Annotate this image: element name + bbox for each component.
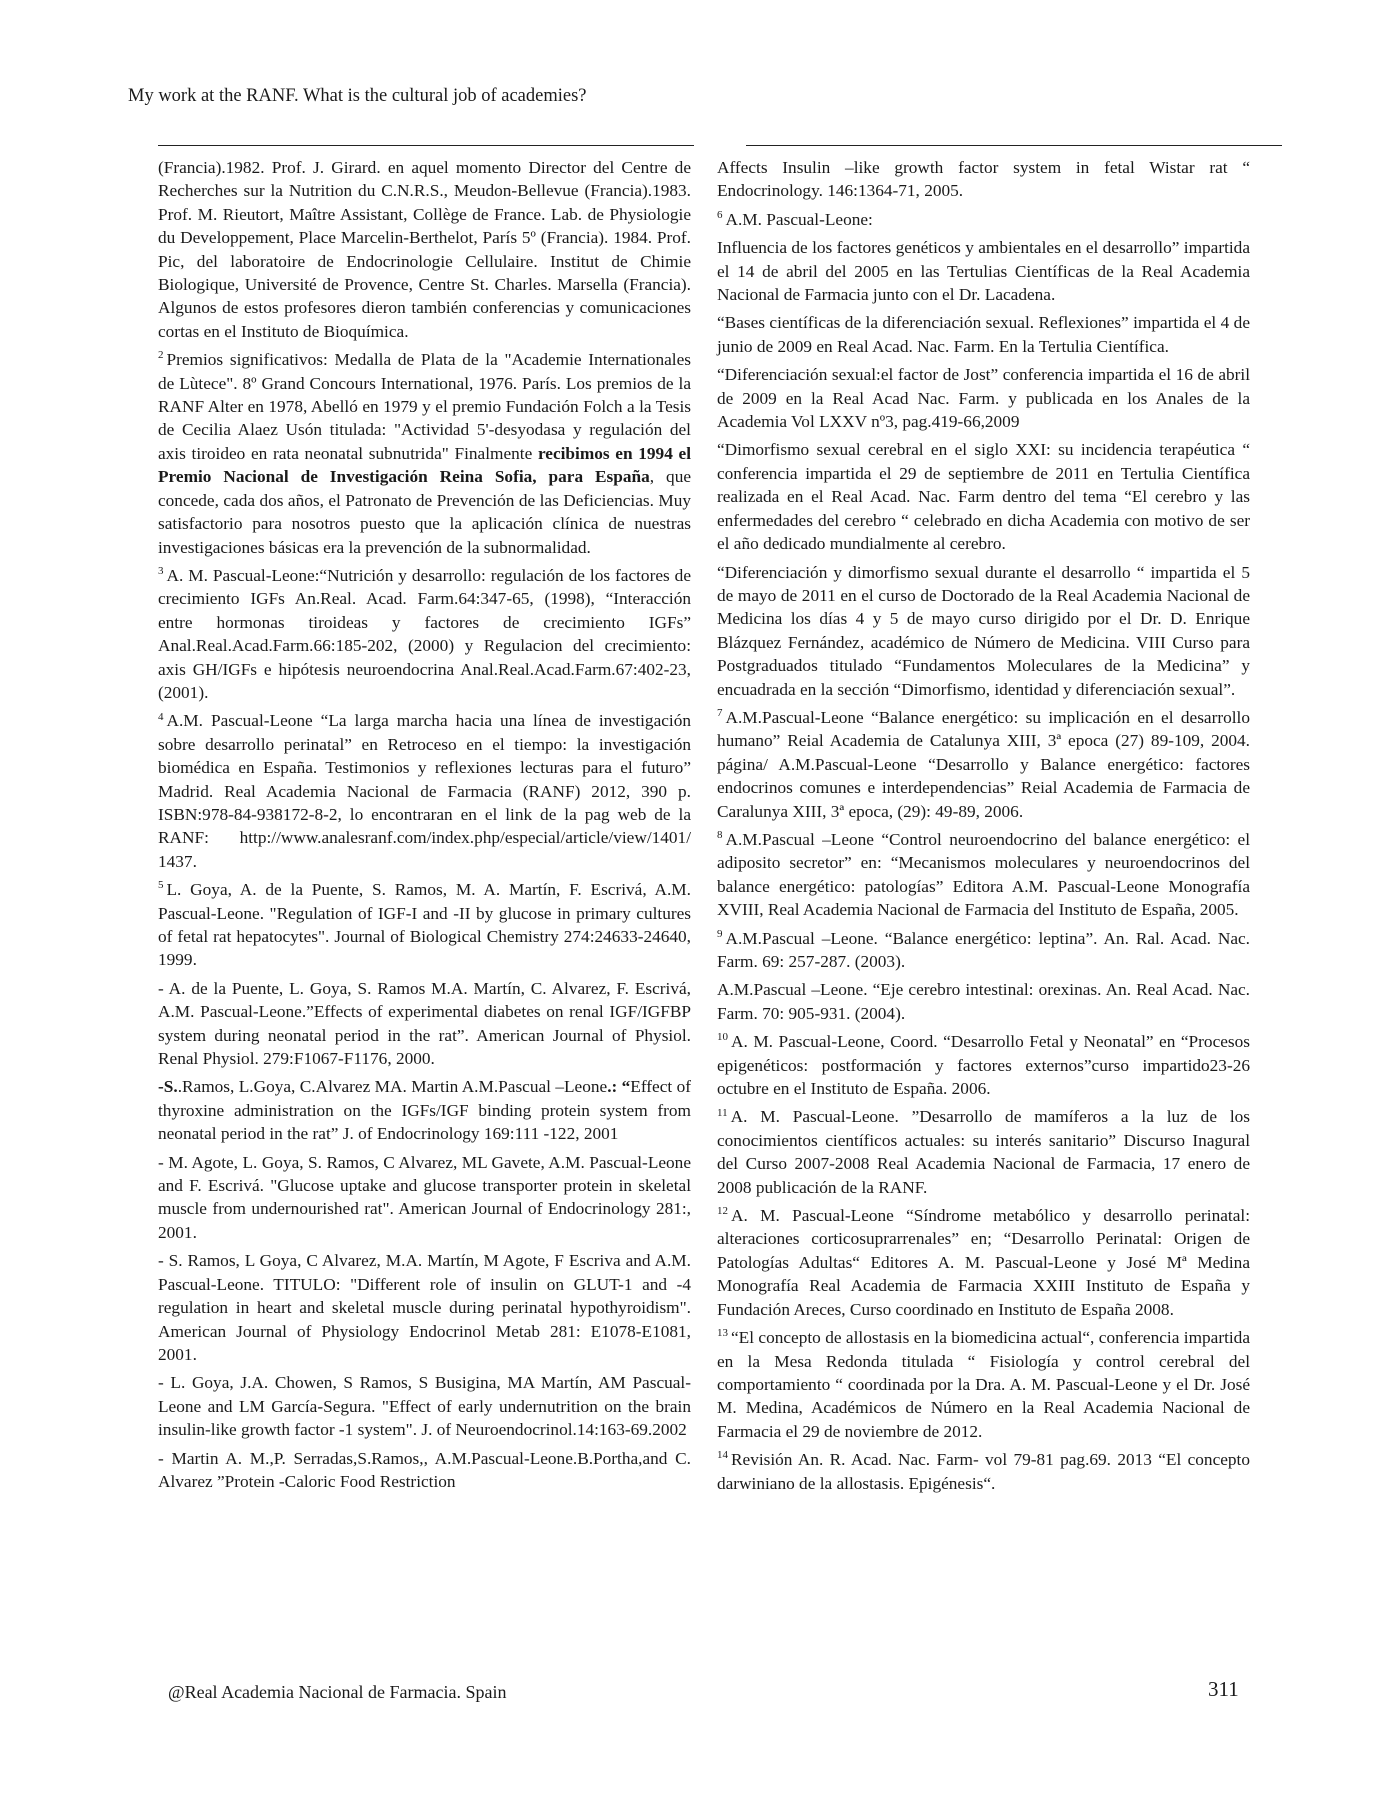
lecture-entry: “Diferenciación y dimorfismo sexual durante el desarrollo “ impartida el 5 de mayo de 2011 en el curso de Doctorado de la Real Academia Nacional de Medicina los días 4 y 5 de mayo curso dirigido por el Dr. D. Enrique Blázquez Fernández, académico de Número de Medicina. VIII Curso para Postgraduados titulado “Fundamentos Moleculares de la Medicina” y encuadrada en la sección “Dimorfismo, identidad y diferenciación sexual”. <box>717 562 1250 699</box>
lecture-entry: “Bases científicas de la diferenciación sexual. Reflexiones” impartida el 4 de junio de 2009 en Real Acad. Nac. Farm. En la Tertulia Científica. <box>717 313 1250 356</box>
footnote-marker: 9 <box>717 927 723 940</box>
footnote-12: $^{12}$ A. M. Pascual-Leone “Síndrome metabólico y desarrollo perinatal: alteraciones corticosuprarrenales” en; “Desarrollo Perinatal: Origen de Patologías Adultas“ Editores A. M. Pascual-Leone y José Mª Medina Monografía Real Academia de Farmacia XXIII Instituto de España y Fundación Areces, Curso coordinado en Instituto de España 2008. <box>717 1205 1250 1319</box>
footnote-7: $^7$ A.M.Pascual-Leone “Balance energético: su implicación en el desarrollo humano” Reial Academia de Catalunya XIII, 3ª epoca (27) 89-109, 2004. página/ A.M.Pascual-Leone “Desarrollo y Balance energético: factores endocrinos comunes e interdependencias” Reial Academia de Farmacia de Caralunya XIII, 3ª epoca, (29): 49-89, 2006. <box>717 707 1250 821</box>
reference-entry: - Martin A. M.,P. Serradas,S.Ramos,, A.M.Pascual-Leone.B.Portha,and C. Alvarez ”Protein -Caloric Food Restriction <box>158 1448 691 1491</box>
reference-entry: A.M.Pascual –Leone. “Eje cerebro intestinal: orexinas. An. Real Acad. Nac. Farm. 70: 905-931. (2004). <box>717 980 1250 1023</box>
footnote-marker: 11 <box>717 1106 728 1119</box>
reference-entry: - L. Goya, J.A. Chowen, S Ramos, S Busigina, MA Martín, AM Pascual-Leone and LM García-Segura. "Effect of early undernutrition on the brain insulin-like growth factor -1 system". J. of Neuroendocrinol.14:163-69.2002 <box>158 1373 691 1440</box>
footnote-5: $^5$ L. Goya, A. de la Puente, S. Ramos, M. A. Martín, F. Escrivá, A.M. Pascual-Leone. "Regulation of IGF-I and -II by glucose in primary cultures of fetal rat hepatocytes". Journal of Biological Chemistry 274:24633-24640, 1999. <box>158 879 691 970</box>
footnote-marker: 8 <box>717 829 723 842</box>
footnote-marker: 6 <box>717 209 723 222</box>
lecture-entry: Influencia de los factores genéticos y ambientales en el desarrollo” impartida el 14 de abril del 2005 en las Tertulias Científicas de la Real Academia Nacional de Farmacia junto con el Dr. Lacadena. <box>717 238 1250 305</box>
footnote-11: $^{11}$ A. M. Pascual-Leone. ”Desarrollo de mamíferos a la luz de los conocimientos científicos actuales: su interés sanitario” Discurso Inagural del Curso 2007-2008 Real Academia Nacional de Farmacia, 17 enero de 2008 publicación de la RANF. <box>717 1106 1250 1197</box>
footnote-14: $^{14}$ Revisión An. R. Acad. Nac. Farm- vol 79-81 pag.69. 2013 “El concepto darwiniano de la allostasis. Epigénesis“. <box>717 1449 1250 1493</box>
footnote-13: $^{13}$ “El concepto de allostasis en la biomedicina actual“, conferencia impartida en la Mesa Redonda titulada “ Fisiología y control cerebral del comportamiento “ coordinada por la Dra. A. M. Pascual-Leone y el Dr. José M. Medina, Académicos de Número en la Real Academia Nacional de Farmacia el 29 de noviembre de 2012. <box>717 1327 1250 1441</box>
left-footnote-column <box>158 156 691 1498</box>
left-column-rule <box>158 145 694 146</box>
footnote-8: $^8$ A.M.Pascual –Leone “Control neuroendocrino del balance energético: el adiposito secretor” en: “Mecanismos moleculares y neuroendocrinos del balance energético: patologías” Editora A.M. Pascual-Leone Monografía XVIII, Real Academia Nacional de Farmacia del Instituto de España, 2005. <box>717 829 1250 920</box>
reference-entry-continued: Affects Insulin –like growth factor system in fetal Wistar rat “ Endocrinology. 146:1364-71, 2005. <box>717 158 1250 201</box>
reference-entry: -S..Ramos, L.Goya, C.Alvarez MA. Martin A.M.Pascual –Leone.: “Effect of thyroxine administration on the IGFs/IGF binding protein system from neonatal period in the rat” J. of Endocrinology 169:111 -122, 2001 <box>158 1077 691 1144</box>
reference-entry: - S. Ramos, L Goya, C Alvarez, M.A. Martín, M Agote, F Escriva and A.M. Pascual-Leone. TITULO: "Different role of insulin on GLUT-1 and -4 regulation in heart and skeletal muscle during perinatal hypothyroidism". American Journal of Physiology Endocrinol Metab 281: E1078-E1081, 2001. <box>158 1251 691 1364</box>
footnote-marker: 2 <box>158 349 164 362</box>
footnote-marker: 3 <box>158 565 164 578</box>
right-footnote-column <box>717 156 1250 1500</box>
reference-entry: - M. Agote, L. Goya, S. Ramos, C Alvarez, ML Gavete, A.M. Pascual-Leone and F. Escrivá. "Glucose uptake and glucose transporter protein in skeletal muscle from undernourished rat". American Journal of Endocrinology 281:, 2001. <box>158 1152 691 1242</box>
footnote-marker: 14 <box>717 1449 728 1462</box>
footnote-9: $^9$ A.M.Pascual –Leone. “Balance energético: leptina”. An. Ral. Acad. Nac. Farm. 69: 257-287. (2003). <box>717 927 1250 971</box>
lecture-entry: “Dimorfismo sexual cerebral en el siglo XXI: su incidencia terapéutica “ conferencia impartida el 29 de septiembre de 2011 en Tertulia Científica realizada en el Real Acad. Nac. Farm dentro del tema “El cerebro y las enfermedades del cerebro “ celebrado en dicha Academia con motivo de ser el año dedicado mundialmente al cerebro. <box>717 440 1250 554</box>
footnote-marker: 12 <box>717 1205 728 1218</box>
bold-award-text: recibimos en 1994 el Premio Nacional de Investigación Reina Sofia, para España <box>158 443 691 487</box>
footnote-marker: 10 <box>717 1031 728 1044</box>
footnote-marker: 7 <box>717 707 723 720</box>
page-number: 311 <box>1208 1677 1239 1701</box>
footnote-3: $^3$ A. M. Pascual-Leone:“Nutrición y desarrollo: regulación de los factores de crecimiento IGFs An.Real. Acad. Farm.64:347-65, (1998), “Interacción entre hormonas tiroideas y factores de crecimiento IGFs” Anal.Real.Acad.Farm.66:185-202, (2000) y Regulacion del crecimiento: axis GH/IGFs e hipótesis neuroendocrina Anal.Real.Acad.Farm.67:402-23, (2001). <box>158 565 691 702</box>
lecture-entry: “Diferenciación sexual:el factor de Jost” conferencia impartida el 16 de abril de 2009 en la Real Acad Nac. Farm. y publicada en los Anales de la Academia Vol LXXV nº3, pag.419-66,2009 <box>717 365 1250 432</box>
footnote-marker: 13 <box>717 1327 728 1340</box>
footnote-10: $^{10}$ A. M. Pascual-Leone, Coord. “Desarrollo Fetal y Neonatal” en “Procesos epigenéticos: postformación y factores externos”curso impartido23-26 octubre en el Instituto de España. 2006. <box>717 1031 1250 1099</box>
footnote-6: $^6$ A.M. Pascual-Leone: <box>717 209 873 229</box>
reference-entry: - A. de la Puente, L. Goya, S. Ramos M.A. Martín, C. Alvarez, F. Escrivá, A.M. Pascual-Leone.”Effects of experimental diabetes on renal IGF/IGFBP system during neonatal period in the rat”. American Journal of Physiol. Renal Physiol. 279:F1067-F1176, 2000. <box>158 978 691 1069</box>
footnote-4: $^4$ A.M. Pascual-Leone “La larga marcha hacia una línea de investigación sobre desarrollo perinatal” en Retroceso en el tiempo: la investigación biomédica en España. Testimonios y reflexiones lecturas para el futuro” Madrid. Real Academia Nacional de Farmacia (RANF) 2012, 390 p. ISBN:978-84-938172-8-2, lo encontraran en el link de la pag web de la RANF: http://www.analesranf.com/index.php/especial/article/view/1401/ 1437. <box>158 710 691 871</box>
footnote-marker: 4 <box>158 710 164 723</box>
footnote-1-continued: (Francia).1982. Prof. J. Girard. en aquel momento Director del Centre de Recherches sur la Nutrition du C.N.R.S., Meudon-Bellevue (Francia).1983. Prof. M. Rieutort, Maître Assistant, Collège de France. Lab. de Physiologie du Developpement, Place Marcelin-Berthelot, París 5º (Francia). 1984. Prof. Pic, del laboratoire de Endocrinologie Cellulaire. Institut de Chimie Biologique, Université de Provence, Centre St. Charles. Marsella (Francia). Algunos de estos profesores dieron también conferencias y comunicaciones cortas en el Instituto de Bioquímica. <box>158 158 691 341</box>
publisher-footer: @Real Academia Nacional de Farmacia. Spain <box>168 1682 507 1702</box>
running-header: My work at the RANF. What is the cultural job of academies? <box>128 86 587 106</box>
right-column-rule <box>746 145 1282 146</box>
footnote-marker: 5 <box>158 879 164 892</box>
footnote-2: $^2$ Premios significativos: Medalla de Plata de la "Academie Internationales de Lùtece". 8º Grand Concours International, 1976. París. Los premios de la RANF Alter en 1978, Abelló en 1979 y el premio Fundación Folch a la Tesis de Cecilia Alaez Usón titulada: "Actividad 5'-desyodasa y regulación del axis tiroideo en rata neonatal subnutrida" Finalmente recibimos en 1994 el Premio Nacional de Investigación Reina Sofia, para España, que concede, cada dos años, el Patronato de Prevención de las Deficiencias. Muy satisfactorio para nosotros puesto que la aplicación clínica de nuestras investigaciones básicas era la prevención de la subnormalidad. <box>158 349 692 557</box>
